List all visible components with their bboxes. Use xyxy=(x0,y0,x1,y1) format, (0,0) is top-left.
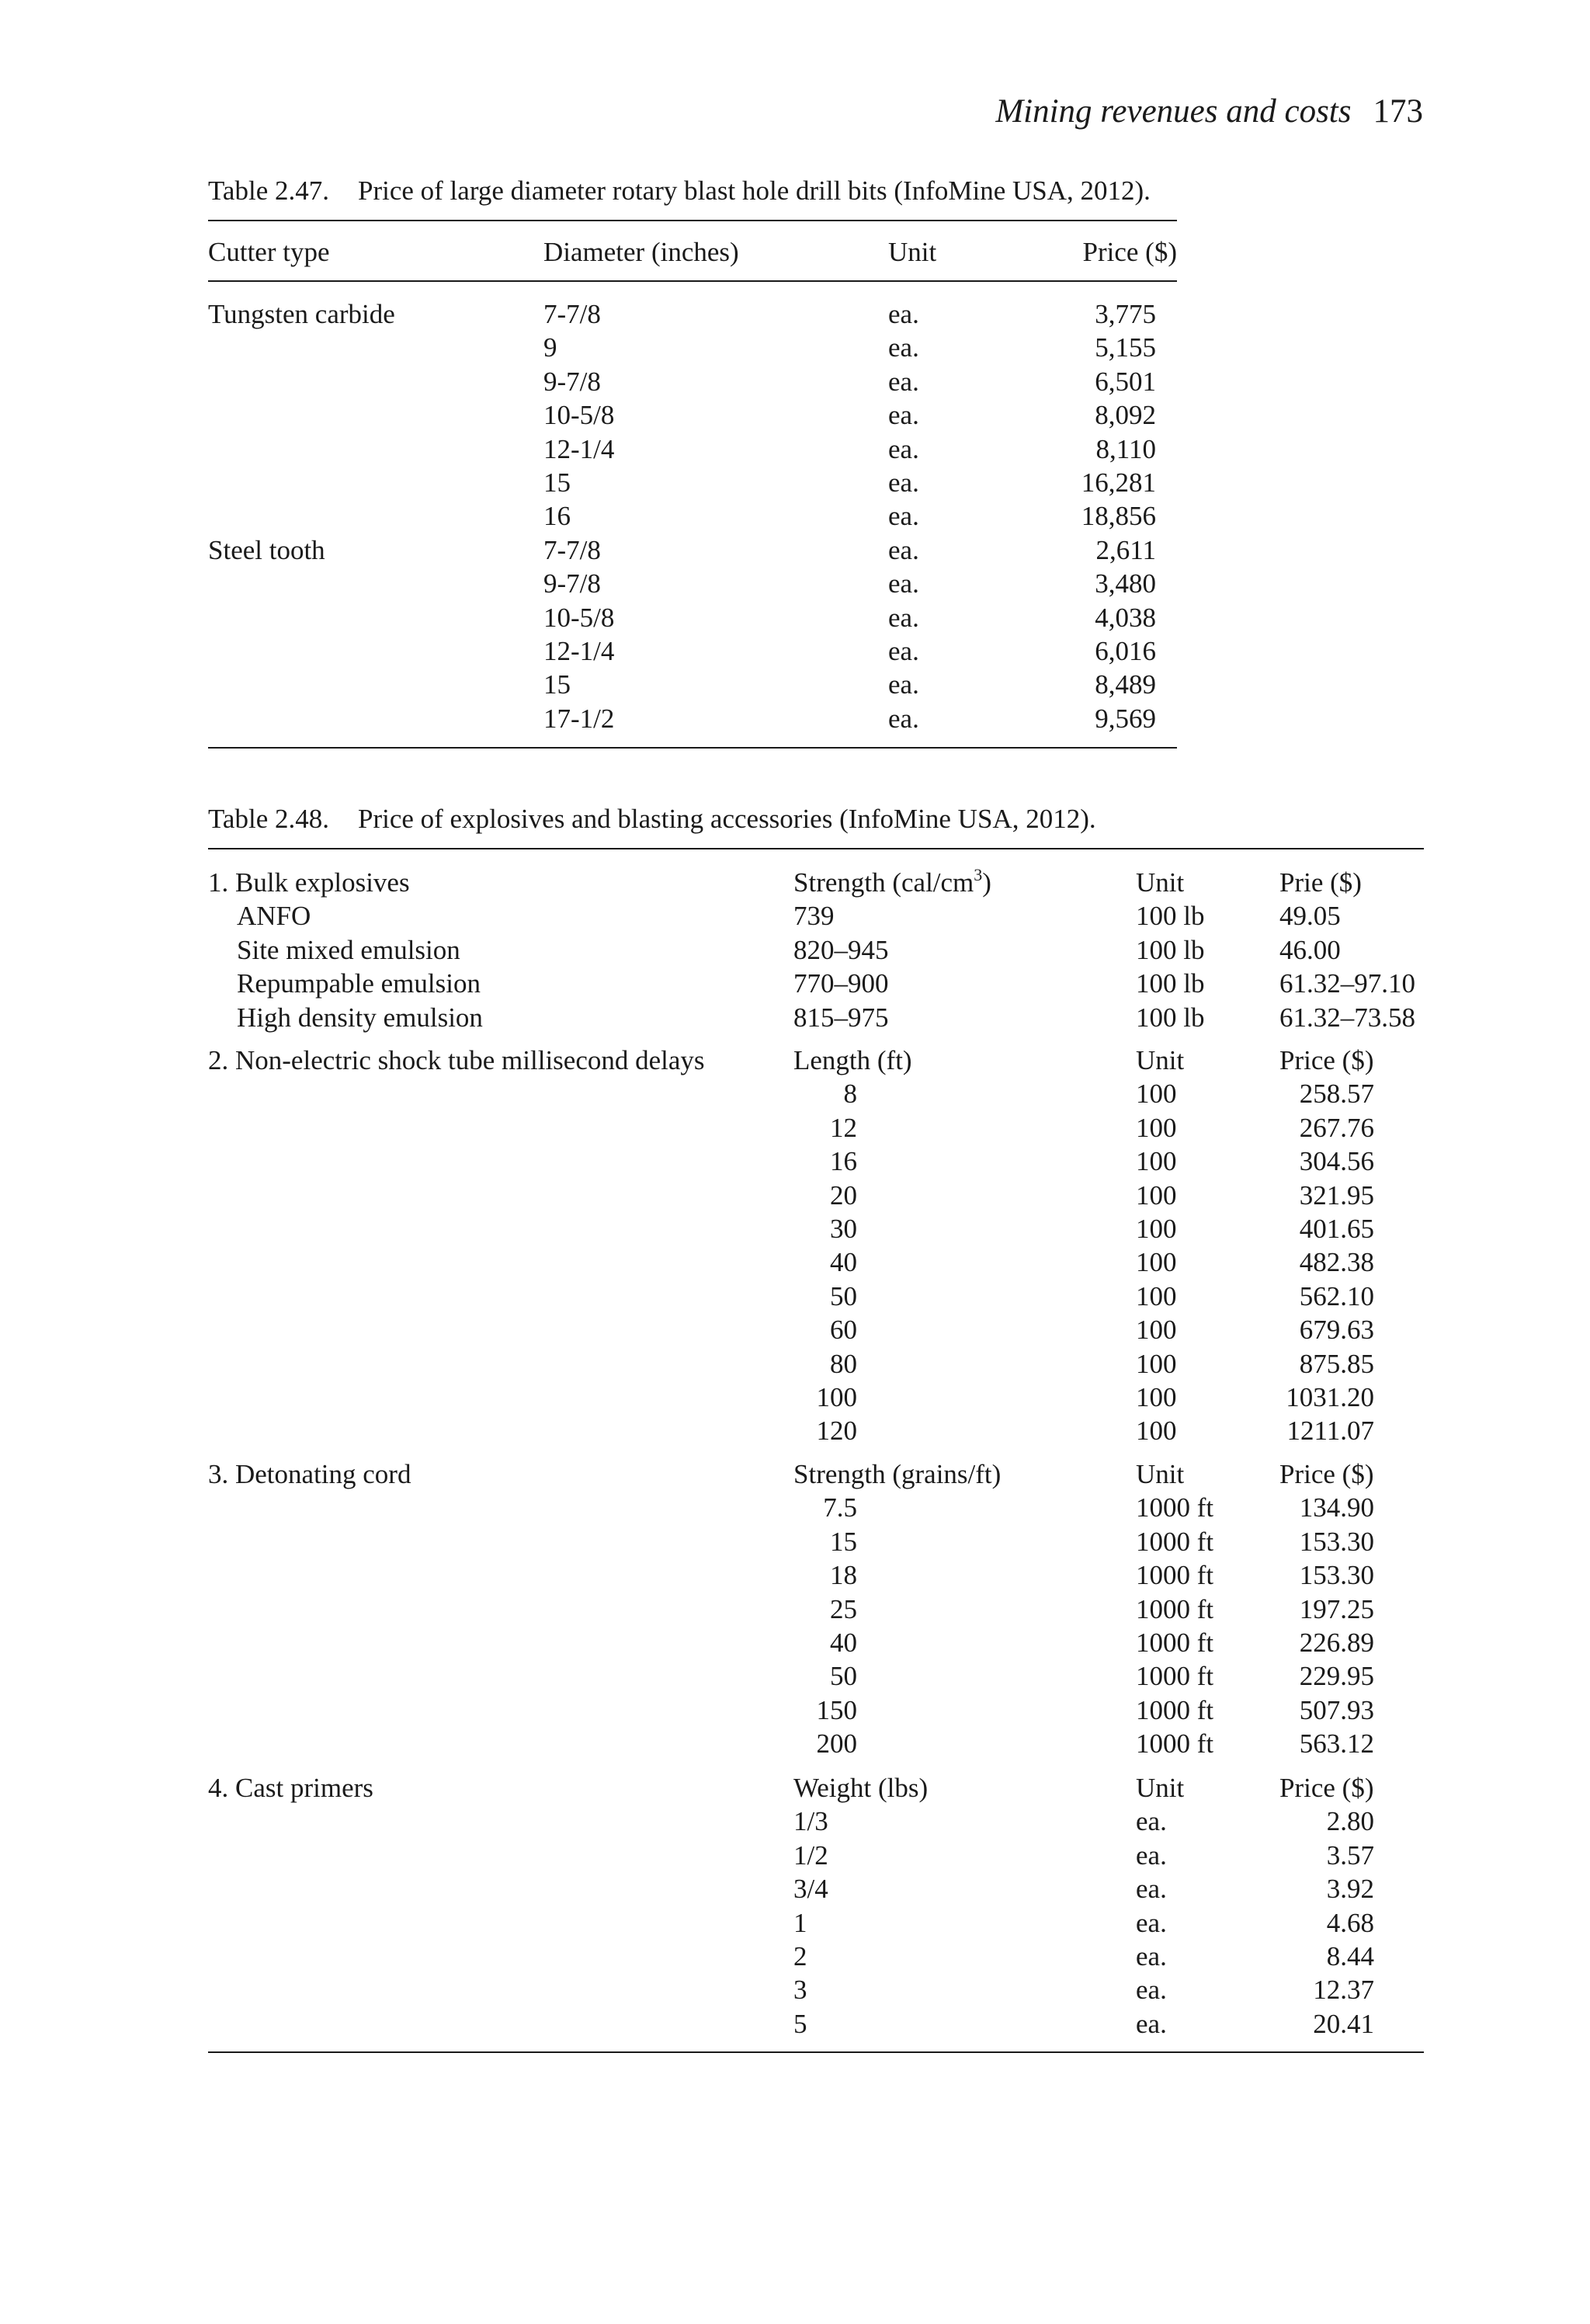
unit-cell: ea. xyxy=(1136,1874,1167,1905)
unit-cell: 1000 ft xyxy=(1136,1593,1214,1624)
unit-cell: 100 xyxy=(1136,1146,1177,1177)
table-row xyxy=(208,1111,1424,1145)
table-row xyxy=(208,1940,1424,1973)
spec-cell: 25 xyxy=(830,1593,857,1624)
section-header-row xyxy=(208,866,1424,899)
unit-cell: 100 lb xyxy=(1136,934,1205,965)
spec-cell: 150 xyxy=(816,1694,857,1725)
spec-cell: 60 xyxy=(830,1315,857,1346)
spec-cell: 3/4 xyxy=(793,1874,828,1905)
spec-cell: 739 xyxy=(793,901,835,932)
column-header-spec: Length (ft) xyxy=(793,1045,912,1075)
spec-cell: 120 xyxy=(816,1416,857,1447)
price-cell: 226.89 xyxy=(1299,1627,1374,1658)
table-row xyxy=(208,1593,1424,1626)
column-header-price: Price ($) xyxy=(1279,1045,1374,1075)
spec-cell: 1/2 xyxy=(793,1839,828,1871)
unit-cell: ea. xyxy=(888,669,919,700)
table-row xyxy=(208,1659,1424,1693)
unit-cell: ea. xyxy=(888,400,919,431)
spec-cell: 18 xyxy=(830,1560,857,1591)
table-row xyxy=(208,1491,1424,1524)
table-number: Table 2.48. xyxy=(208,804,329,834)
diameter-cell: 9-7/8 xyxy=(543,366,601,397)
table-row xyxy=(208,1906,1424,1940)
item-cell: High density emulsion xyxy=(237,1002,483,1033)
unit-cell: 100 lb xyxy=(1136,901,1205,932)
unit-cell: 100 xyxy=(1136,1416,1177,1447)
column-header-unit: Unit xyxy=(1136,1773,1185,1803)
spec-cell: 30 xyxy=(830,1214,857,1244)
spec-cell: 100 xyxy=(816,1382,857,1412)
unit-cell: ea. xyxy=(888,366,919,397)
price-cell: 8.44 xyxy=(1326,1941,1374,1971)
diameter-cell: 10-5/8 xyxy=(543,400,615,431)
price-cell: 18,856 xyxy=(1081,501,1156,532)
price-cell: 4,038 xyxy=(1095,602,1156,633)
table-row xyxy=(208,1381,1424,1414)
section-title: 3. Detonating cord xyxy=(208,1459,411,1489)
unit-cell: 100 xyxy=(1136,1214,1177,1244)
price-cell: 153.30 xyxy=(1299,1560,1374,1591)
section-title: 2. Non-electric shock tube millisecond delays xyxy=(208,1045,705,1075)
unit-cell: 100 xyxy=(1136,1382,1177,1412)
table-header-row xyxy=(208,235,1177,269)
page-number: 173 xyxy=(1373,93,1423,130)
column-header-unit: Unit xyxy=(1136,1459,1185,1489)
table-row xyxy=(208,297,1177,331)
table-row xyxy=(208,1245,1424,1279)
table-header-rule xyxy=(208,280,1177,282)
spec-cell: 16 xyxy=(830,1146,857,1177)
price-cell: 267.76 xyxy=(1299,1112,1374,1143)
diameter-cell: 9-7/8 xyxy=(543,568,601,599)
table-top-rule xyxy=(208,220,1177,221)
column-header-price: Price ($) xyxy=(1082,237,1177,267)
table-row xyxy=(208,1525,1424,1558)
table-row xyxy=(208,1727,1424,1760)
table-row xyxy=(208,1077,1424,1110)
table-row xyxy=(208,668,1177,701)
unit-cell: 1000 ft xyxy=(1136,1526,1214,1557)
table-number: Table 2.47. xyxy=(208,175,329,206)
table-row xyxy=(208,331,1177,364)
table-caption-text: Price of large diameter rotary blast hole drill bits (InfoMine USA, 2012). xyxy=(357,175,1151,206)
price-cell: 304.56 xyxy=(1299,1146,1374,1177)
unit-cell: ea. xyxy=(888,568,919,599)
unit-cell: ea. xyxy=(888,433,919,464)
table-row xyxy=(208,634,1177,668)
table-row xyxy=(208,1693,1424,1727)
price-cell: 2,611 xyxy=(1095,534,1156,565)
spec-cell: 80 xyxy=(830,1348,857,1379)
table-row xyxy=(208,1280,1424,1313)
price-cell: 507.93 xyxy=(1299,1694,1374,1725)
price-cell: 3,480 xyxy=(1095,568,1156,599)
unit-cell: ea. xyxy=(888,602,919,633)
price-cell: 679.63 xyxy=(1299,1315,1374,1346)
table-caption-text: Price of explosives and blasting accessories (InfoMine USA, 2012). xyxy=(357,804,1096,834)
column-header-price: Price ($) xyxy=(1279,1773,1374,1803)
price-cell: 1031.20 xyxy=(1286,1382,1374,1412)
unit-cell: 100 lb xyxy=(1136,968,1205,999)
unit-cell: ea. xyxy=(888,636,919,666)
unit-cell: ea. xyxy=(1136,1839,1167,1871)
table-row xyxy=(208,1145,1424,1178)
spec-cell: 40 xyxy=(830,1627,857,1658)
unit-cell: ea. xyxy=(888,534,919,565)
diameter-cell: 10-5/8 xyxy=(543,602,615,633)
column-header-diameter: Diameter (inches) xyxy=(543,237,739,267)
table-row xyxy=(208,1558,1424,1592)
price-cell: 134.90 xyxy=(1299,1492,1374,1523)
price-cell: 229.95 xyxy=(1299,1661,1374,1692)
section-title: 4. Cast primers xyxy=(208,1773,373,1803)
section-header-row xyxy=(208,1457,1424,1491)
spec-cell: 12 xyxy=(830,1112,857,1143)
table-row xyxy=(208,499,1177,533)
price-cell: 46.00 xyxy=(1279,934,1341,965)
spec-cell: 7.5 xyxy=(823,1492,857,1523)
table-row xyxy=(208,365,1177,398)
table-row xyxy=(208,601,1177,634)
unit-cell: ea. xyxy=(888,501,919,532)
price-cell: 153.30 xyxy=(1299,1526,1374,1557)
running-header-title: Mining revenues and costs xyxy=(995,93,1352,130)
unit-cell: 100 xyxy=(1136,1079,1177,1110)
spec-cell: 2 xyxy=(793,1941,807,1971)
column-header-spec: Strength (grains/ft) xyxy=(793,1459,1002,1489)
price-cell: 482.38 xyxy=(1299,1247,1374,1278)
unit-cell: 100 xyxy=(1136,1247,1177,1278)
spec-cell: 40 xyxy=(830,1247,857,1278)
section-title: 1. Bulk explosives xyxy=(208,867,410,898)
diameter-cell: 17-1/2 xyxy=(543,703,615,734)
unit-cell: 1000 ft xyxy=(1136,1492,1214,1523)
table-2-47-caption xyxy=(208,174,1151,208)
spec-cell: 5 xyxy=(793,2008,807,2039)
price-cell: 8,092 xyxy=(1095,400,1156,431)
table-row xyxy=(208,398,1177,432)
table-row xyxy=(208,1212,1424,1245)
spec-cell: 50 xyxy=(830,1280,857,1311)
diameter-cell: 7-7/8 xyxy=(543,534,601,565)
table-row xyxy=(208,466,1177,499)
price-cell: 563.12 xyxy=(1299,1728,1374,1760)
spec-cell: 770–900 xyxy=(793,968,889,999)
price-cell: 3.92 xyxy=(1326,1874,1374,1905)
table-row xyxy=(208,1179,1424,1212)
price-cell: 258.57 xyxy=(1299,1079,1374,1110)
price-cell: 562.10 xyxy=(1299,1280,1374,1311)
unit-cell: 100 xyxy=(1136,1315,1177,1346)
price-cell: 49.05 xyxy=(1279,901,1341,932)
price-cell: 61.32–97.10 xyxy=(1279,968,1415,999)
unit-cell: 1000 ft xyxy=(1136,1728,1214,1760)
diameter-cell: 15 xyxy=(543,467,571,498)
column-header-unit: Unit xyxy=(888,237,937,267)
price-cell: 61.32–73.58 xyxy=(1279,1002,1415,1033)
table-row xyxy=(208,1626,1424,1659)
price-cell: 12.37 xyxy=(1313,1975,1374,2006)
spec-cell: 1 xyxy=(793,1907,807,1938)
unit-cell: ea. xyxy=(888,332,919,363)
unit-cell: ea. xyxy=(1136,2008,1167,2039)
unit-cell: 100 xyxy=(1136,1179,1177,1211)
unit-cell: ea. xyxy=(1136,1975,1167,2006)
unit-cell: ea. xyxy=(888,467,919,498)
diameter-cell: 16 xyxy=(543,501,571,532)
spec-cell: 200 xyxy=(816,1728,857,1760)
column-header-price: Prie ($) xyxy=(1279,867,1362,898)
table-row xyxy=(208,702,1177,735)
table-bottom-rule xyxy=(208,2051,1424,2053)
item-cell: ANFO xyxy=(237,901,311,932)
spec-cell: 20 xyxy=(830,1179,857,1211)
section-header-row xyxy=(208,1771,1424,1805)
unit-cell: 100 xyxy=(1136,1280,1177,1311)
unit-cell: 100 xyxy=(1136,1348,1177,1379)
diameter-cell: 7-7/8 xyxy=(543,299,601,329)
price-cell: 4.68 xyxy=(1326,1907,1374,1938)
table-row xyxy=(208,1839,1424,1872)
price-cell: 1211.07 xyxy=(1286,1416,1374,1447)
table-row xyxy=(208,933,1424,967)
cutter-type-cell: Tungsten carbide xyxy=(208,299,395,329)
running-header xyxy=(995,92,1423,132)
item-cell: Site mixed emulsion xyxy=(237,934,460,965)
section-header-row xyxy=(208,1044,1424,1077)
table-row xyxy=(208,1805,1424,1838)
price-cell: 5,155 xyxy=(1095,332,1156,363)
price-cell: 16,281 xyxy=(1081,467,1156,498)
spec-header-suffix: ) xyxy=(982,867,991,898)
price-cell: 3.57 xyxy=(1326,1839,1374,1871)
diameter-cell: 12-1/4 xyxy=(543,636,615,666)
price-cell: 3,775 xyxy=(1095,299,1156,329)
table-row xyxy=(208,2007,1424,2041)
table-row xyxy=(208,899,1424,933)
unit-cell: 1000 ft xyxy=(1136,1627,1214,1658)
spec-cell: 50 xyxy=(830,1661,857,1692)
table-row xyxy=(208,1313,1424,1346)
table-row xyxy=(208,567,1177,600)
item-cell: Repumpable emulsion xyxy=(237,968,481,999)
column-header-unit: Unit xyxy=(1136,867,1185,898)
unit-cell: 100 xyxy=(1136,1112,1177,1143)
table-row xyxy=(208,967,1424,1000)
price-cell: 401.65 xyxy=(1299,1214,1374,1244)
unit-cell: 1000 ft xyxy=(1136,1661,1214,1692)
price-cell: 6,501 xyxy=(1095,366,1156,397)
price-cell: 20.41 xyxy=(1313,2008,1374,2039)
table-row xyxy=(208,533,1177,567)
diameter-cell: 12-1/4 xyxy=(543,433,615,464)
table-row xyxy=(208,1001,1424,1034)
unit-cell: 1000 ft xyxy=(1136,1560,1214,1591)
diameter-cell: 9 xyxy=(543,332,557,363)
table-row xyxy=(208,1414,1424,1447)
spec-cell: 15 xyxy=(830,1526,857,1557)
spec-cell: 1/3 xyxy=(793,1806,828,1837)
column-header-cutter-type: Cutter type xyxy=(208,237,330,267)
price-cell: 6,016 xyxy=(1095,636,1156,666)
unit-cell: ea. xyxy=(1136,1806,1167,1837)
price-cell: 9,569 xyxy=(1095,703,1156,734)
table-2-48-caption xyxy=(208,802,1096,836)
unit-cell: ea. xyxy=(1136,1907,1167,1938)
unit-cell: ea. xyxy=(888,703,919,734)
column-header-price: Price ($) xyxy=(1279,1459,1374,1489)
table-row xyxy=(208,1872,1424,1905)
table-bottom-rule xyxy=(208,747,1177,749)
table-top-rule xyxy=(208,848,1424,849)
spec-cell: 815–975 xyxy=(793,1002,889,1033)
price-cell: 197.25 xyxy=(1299,1593,1374,1624)
table-row xyxy=(208,1347,1424,1381)
spec-cell: 8 xyxy=(843,1079,857,1110)
price-cell: 8,110 xyxy=(1095,433,1156,464)
price-cell: 875.85 xyxy=(1299,1348,1374,1379)
table-row xyxy=(208,432,1177,466)
price-cell: 8,489 xyxy=(1095,669,1156,700)
cutter-type-cell: Steel tooth xyxy=(208,534,325,565)
unit-cell: ea. xyxy=(888,299,919,329)
unit-cell: 100 lb xyxy=(1136,1002,1205,1033)
column-header-spec xyxy=(793,866,991,899)
price-cell: 321.95 xyxy=(1299,1179,1374,1211)
table-row xyxy=(208,1973,1424,2006)
spec-header-superscript: 3 xyxy=(974,865,983,884)
spec-cell: 3 xyxy=(793,1975,807,2006)
unit-cell: 1000 ft xyxy=(1136,1694,1214,1725)
column-header-spec: Weight (lbs) xyxy=(793,1773,929,1803)
column-header-unit: Unit xyxy=(1136,1045,1185,1075)
price-cell: 2.80 xyxy=(1326,1806,1374,1837)
spec-cell: 820–945 xyxy=(793,934,889,965)
spec-header-text: Strength (cal/cm xyxy=(793,867,974,898)
unit-cell: ea. xyxy=(1136,1941,1167,1971)
diameter-cell: 15 xyxy=(543,669,571,700)
